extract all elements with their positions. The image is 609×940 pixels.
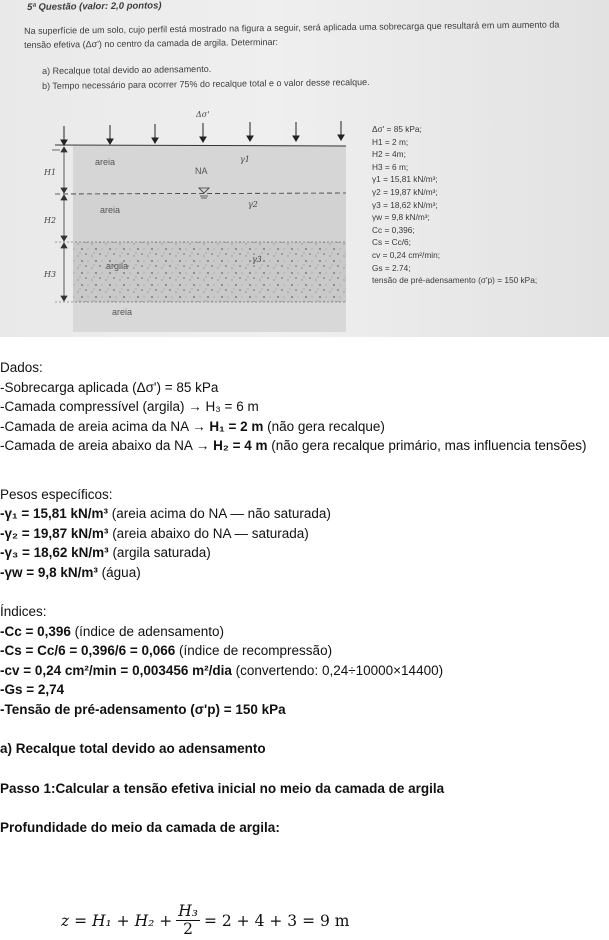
dado-areia-acima: -Camada de areia acima da NA → H₁ = 2 m (não gera recalque)	[0, 418, 385, 434]
load-label: Δσ'	[196, 110, 210, 119]
peso-gamma1: -γ₁ = 15,81 kN/m³ (areia acima do NA — não saturada)	[0, 506, 331, 521]
question-title: 5ª Questão (valor: 2,0 pontos)	[27, 0, 162, 13]
indice-cs: -Cs = Cc/6 = 0,396/6 = 0,066 (índice de recompressão)	[0, 643, 333, 658]
question-item-b: b) Tempo necessário para ocorrer 75% do recalque total e o valor desse recalque.	[42, 76, 370, 91]
given-value: Cc = 0,396;	[372, 224, 415, 235]
layer-sand-saturated	[73, 194, 346, 242]
dado-areia-abaixo: -Camada de areia abaixo da NA → H₂ = 4 m (não gera recalque primário, mas influencia tensões)	[0, 438, 587, 453]
h2-label: H2	[44, 216, 57, 225]
given-value: H1 = 2 m;	[372, 136, 409, 147]
layer-clay	[73, 242, 346, 302]
pesos-title: Pesos específicos:	[0, 486, 113, 502]
formula-numerator: H₃	[178, 902, 198, 920]
question-intro-line1: Na superfície de um solo, cujo perfil está mostrado na figura a seguir, será aplicada uma sobrecarga que resultará em um aumento da	[24, 19, 560, 36]
formula-rhs: = 2 + 4 + 3 = 9 m	[203, 911, 350, 930]
indice-cv: -cv = 0,24 cm²/min = 0,003456 m²/dia (convertendo: 0,24÷10000×14400)	[0, 662, 444, 678]
profundidade-heading: Profundidade do meio da camada de argila:	[0, 820, 280, 835]
h1-label: H1	[44, 168, 57, 177]
layer1-label: areia	[95, 157, 116, 167]
peso-gammaw: -γw = 9,8 kN/m³ (água)	[0, 564, 141, 580]
gamma3-label: γ3	[252, 255, 262, 264]
indice-preadensamento: -Tensão de pré-adensamento (σ'p) = 150 kPa	[0, 701, 286, 717]
question-intro-line2: tensão efetiva (Δσ') no centro da camada de argila. Determinar:	[24, 36, 279, 50]
load-arrows	[61, 121, 344, 145]
exam-photo	[0, 0, 609, 337]
gamma2-label: γ2	[248, 200, 258, 209]
gamma1-label: γ1	[240, 155, 250, 164]
layer2-label: areia	[100, 205, 121, 215]
part-a-heading: a) Recalque total devido ao adensamento	[0, 741, 266, 756]
given-value: Δσ' = 85 kPa;	[372, 124, 422, 134]
given-value: cv = 0,24 cm²/min;	[372, 249, 441, 260]
na-label: NA	[195, 166, 208, 176]
given-values-list	[372, 123, 537, 287]
depth-formula	[61, 903, 349, 938]
given-value: H3 = 6 m;	[372, 161, 409, 172]
given-value: γ2 = 19,87 kN/m³;	[372, 186, 438, 197]
layer-sand-top	[73, 146, 346, 194]
given-value: tensão de pré-adensamento (σ'p) = 150 kPa;	[372, 275, 538, 286]
given-value: Cs = Cc/6;	[372, 237, 411, 248]
layer3-label: argila	[106, 261, 129, 271]
formula-lhs: z = H₁ + H₂ +	[61, 911, 173, 930]
passo1-heading: Passo 1:Calcular a tensão efetiva inicial no meio da camada de argila	[0, 780, 445, 796]
given-value: γ1 = 15,81 kN/m³;	[372, 174, 438, 185]
given-value: H2 = 4m;	[372, 149, 406, 160]
h3-label: H3	[44, 270, 57, 279]
solution-text	[0, 358, 600, 838]
indice-cc: -Cc = 0,396 (índice de adensamento)	[0, 623, 225, 639]
peso-gamma3: -γ₃ = 18,62 kN/m³ (argila saturada)	[0, 545, 211, 560]
indice-gs: -Gs = 2,74	[0, 682, 65, 697]
indices-title: Índices:	[0, 604, 47, 619]
layer4-label: areia	[112, 307, 133, 317]
given-value: γw = 9,8 kN/m³;	[372, 212, 430, 223]
given-value: γ3 = 18,62 kN/m³;	[372, 199, 438, 210]
formula-fraction	[176, 903, 200, 938]
formula-denominator: 2	[183, 920, 194, 938]
dados-title: Dados:	[0, 360, 43, 375]
dado-argila: -Camada compressível (argila) → H₃ = 6 m	[0, 399, 259, 414]
given-value: Gs = 2.74;	[372, 262, 411, 273]
question-item-a: a) Recalque total devido ao adensamento.	[42, 63, 212, 76]
peso-gamma2: -γ₂ = 19,87 kN/m³ (areia abaixo do NA — saturada)	[0, 525, 309, 541]
dado-sobrecarga: -Sobrecarga aplicada (Δσ') = 85 kPa	[0, 379, 219, 395]
